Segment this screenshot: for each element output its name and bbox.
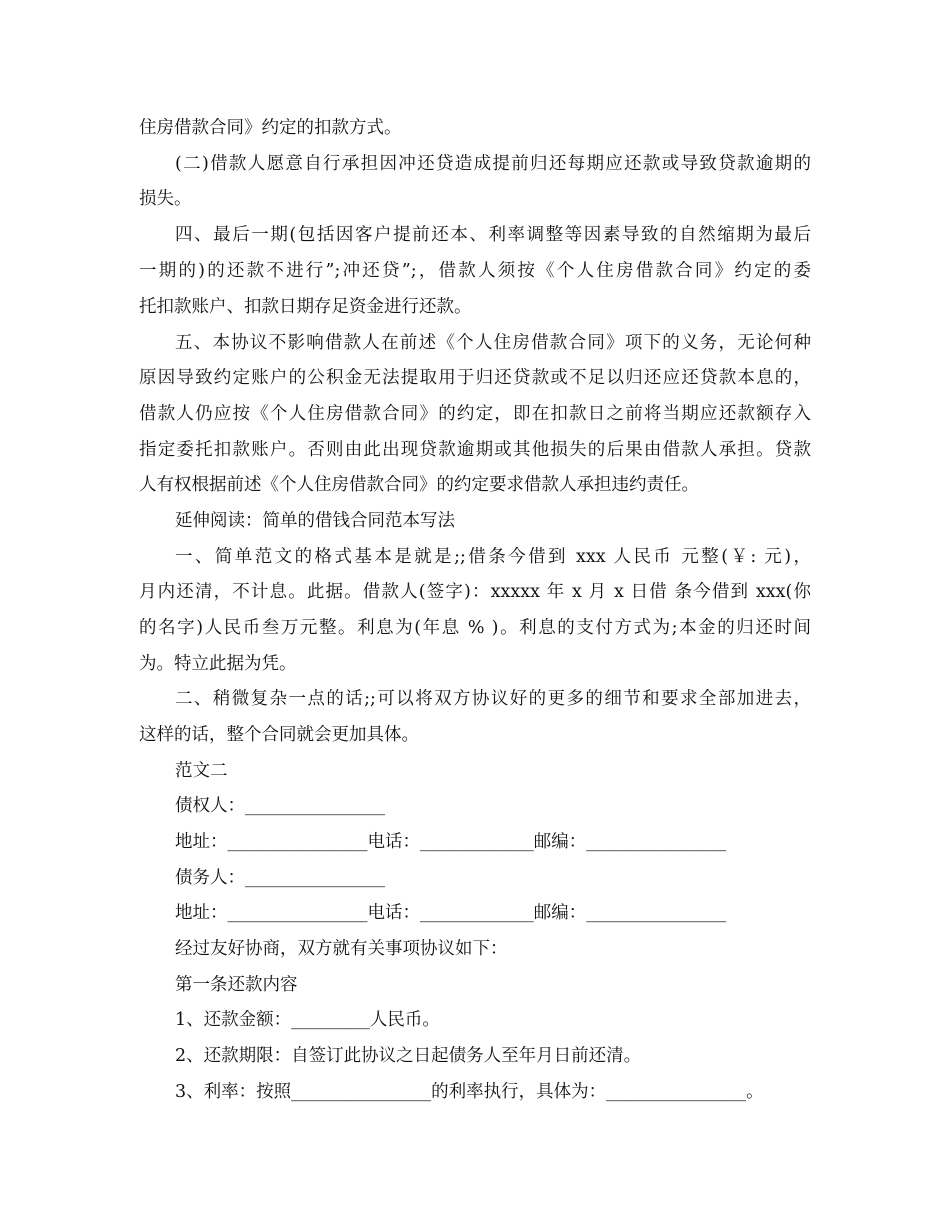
form-line-creditor: 债权人：________________: [175, 796, 385, 816]
text-line: 为。特立此据为凭。: [139, 654, 297, 674]
text-line: 损失。: [139, 189, 192, 209]
text-line: 2、还款期限：自签订此协议之日起债务人至年月日前还清。: [175, 1046, 642, 1066]
text-line: 原因导致约定账户的公积金无法提取用于归还贷款或不足以归还应还贷款本息的，: [139, 368, 811, 388]
text-line: 指定委托扣款账户。否则由此出现贷款逾期或其他损失的后果由借款人承担。贷款: [139, 440, 811, 460]
text-line: (二)借款人愿意自行承担因冲还贷造成提前归还每期应还款或导致贷款逾期的: [175, 154, 811, 174]
form-line-creditor-contact: 地址：________________电话：_____________邮编：________________: [175, 832, 727, 852]
text-line: 托扣款账户、扣款日期存足资金进行还款。: [139, 297, 472, 317]
section-heading: 范文二: [175, 761, 228, 781]
text-line: 3、利率：按照________________的利率执行，具体为：________________。: [175, 1082, 764, 1102]
form-line-debtor: 债务人：________________: [175, 868, 385, 888]
text-line: 二、稍微复杂一点的话;;可以将双方协议好的更多的细节和要求全部加进去，: [175, 689, 811, 709]
form-line-debtor-contact: 地址：________________电话：_____________邮编：________________: [175, 903, 727, 923]
text-line: 一、简单范文的格式基本是就是;;借条今借到 xxx 人民币 元整(￥: 元)，: [175, 547, 811, 567]
text-line: 这样的话，整个合同就会更加具体。: [139, 725, 419, 745]
text-line: 住房借款合同》约定的扣款方式。: [139, 118, 402, 138]
text-line: 月内还清，不计息。此据。借款人(签字)：xxxxx 年 x 月 x 日借 条今借到 xxx(你: [139, 582, 811, 602]
text-line: 一期的)的还款不进行”;冲还贷”;，借款人须按《个人住房借款合同》约定的委: [139, 261, 811, 281]
section-heading: 延伸阅读：简单的借钱合同范本写法: [175, 511, 455, 531]
text-line: 1、还款金额：_________人民币。: [175, 1010, 440, 1030]
text-line: 人有权根据前述《个人住房借款合同》的约定要求借款人承担违约责任。: [139, 475, 699, 495]
text-line: 经过友好协商，双方就有关事项协议如下：: [175, 939, 508, 959]
text-line: 四、最后一期(包括因客户提前还本、利率调整等因素导致的自然缩期为最后: [175, 225, 811, 245]
text-line: 五、本协议不影响借款人在前述《个人住房借款合同》项下的义务，无论何种: [175, 333, 811, 353]
text-line: 借款人仍应按《个人住房借款合同》的约定，即在扣款日之前将当期应还款额存入: [139, 404, 811, 424]
text-line: 的名字)人民币叁万元整。利息为(年息 % )。利息的支付方式为;本金的归还时间: [139, 618, 811, 638]
section-heading: 第一条还款内容: [175, 975, 298, 995]
